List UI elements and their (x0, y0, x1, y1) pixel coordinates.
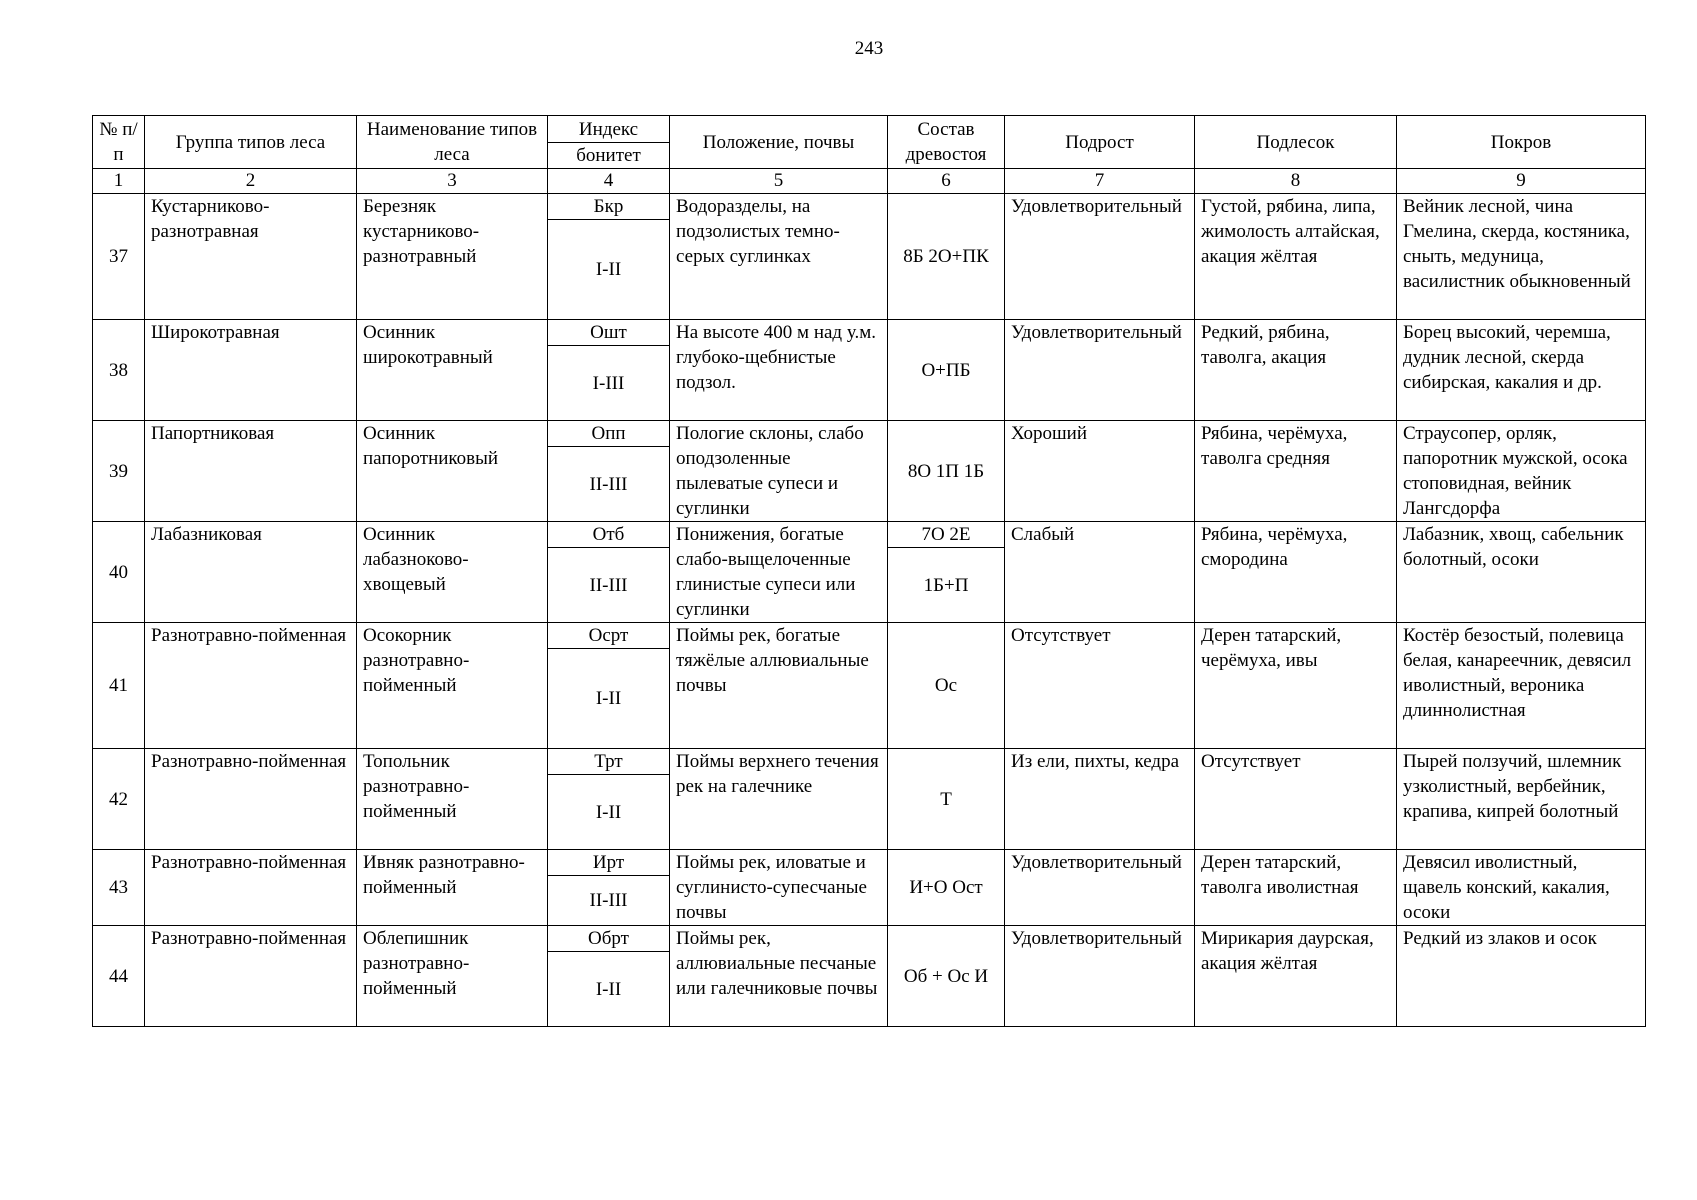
forest-type-name: Топольник разнотравно-пойменный (357, 749, 548, 850)
ground-cover: Лабазник, хвощ, сабельник болотный, осоки (1397, 522, 1646, 623)
bonitet: I-II (548, 952, 670, 1027)
table-row (93, 320, 1646, 346)
table-row (93, 850, 1646, 876)
forest-group: Разнотравно-пойменная (145, 850, 357, 926)
header-undergrowth: Подрост (1005, 116, 1195, 169)
row-number: 37 (93, 194, 145, 320)
row-number: 38 (93, 320, 145, 421)
forest-index: Бкр (548, 194, 670, 220)
undergrowth: Удовлетворительный (1005, 194, 1195, 320)
forest-index: Ирт (548, 850, 670, 876)
underbrush: Рябина, черёмуха, смородина (1195, 522, 1397, 623)
bonitet: I-II (548, 775, 670, 850)
table-row (93, 623, 1646, 649)
undergrowth: Удовлетворительный (1005, 850, 1195, 926)
stand-composition: И+О Ост (888, 850, 1005, 926)
row-number: 41 (93, 623, 145, 749)
column-number: 6 (888, 169, 1005, 194)
undergrowth: Отсутствует (1005, 623, 1195, 749)
ground-cover: Вейник лесной, чина Гмелина, скерда, костяника, сныть, медуница, василистник обыкновенный (1397, 194, 1646, 320)
row-number: 43 (93, 850, 145, 926)
table-row (93, 421, 1646, 447)
table-row (93, 749, 1646, 775)
underbrush: Дерен татарский, таволга иволистная (1195, 850, 1397, 926)
header-row-top (93, 116, 1646, 143)
forest-group: Разнотравно-пойменная (145, 749, 357, 850)
header-no: № п/п (93, 116, 145, 169)
row-number: 40 (93, 522, 145, 623)
forest-index: Обрт (548, 926, 670, 952)
underbrush: Отсутствует (1195, 749, 1397, 850)
position-soil: На высоте 400 м над у.м. глубоко-щебнистые подзол. (670, 320, 888, 421)
ground-cover: Борец высокий, черемша, дудник лесной, скерда сибирская, какалия и др. (1397, 320, 1646, 421)
bonitet: II-III (548, 548, 670, 623)
row-number: 39 (93, 421, 145, 522)
header-type-name: Наименование типов леса (357, 116, 548, 169)
table-row (93, 926, 1646, 952)
underbrush: Редкий, рябина, таволга, акация (1195, 320, 1397, 421)
row-number: 42 (93, 749, 145, 850)
column-number: 2 (145, 169, 357, 194)
header-index: Индекс (548, 116, 670, 143)
underbrush: Мирикария даурская, акация жёлтая (1195, 926, 1397, 1027)
column-number: 1 (93, 169, 145, 194)
forest-type-name: Осинник папоротниковый (357, 421, 548, 522)
column-number: 8 (1195, 169, 1397, 194)
bonitet: I-II (548, 649, 670, 749)
column-number: 4 (548, 169, 670, 194)
forest-type-name: Березняк кустарниково-разнотравный (357, 194, 548, 320)
ground-cover: Редкий из злаков и осок (1397, 926, 1646, 1027)
page-number: 243 (854, 38, 884, 59)
bonitet: I-II (548, 220, 670, 320)
forest-types-table (92, 115, 1646, 1027)
forest-type-name: Осинник широкотравный (357, 320, 548, 421)
row-number: 44 (93, 926, 145, 1027)
bonitet: II-III (548, 447, 670, 522)
ground-cover: Страусопер, орляк, папоротник мужской, осока стоповидная, вейник Лангсдорфа (1397, 421, 1646, 522)
header-position: Положение, почвы (670, 116, 888, 169)
header-composition: Состав древостоя (888, 116, 1005, 169)
position-soil: Поймы рек, богатые тяжёлые аллювиальные почвы (670, 623, 888, 749)
stand-composition: 8Б 2О+ПК (888, 194, 1005, 320)
undergrowth: Из ели, пихты, кедра (1005, 749, 1195, 850)
position-soil: Водоразделы, на подзолистых темно-серых суглинках (670, 194, 888, 320)
stand-composition: Т (888, 749, 1005, 850)
stand-composition-top: 7О 2Е (888, 522, 1005, 548)
stand-composition: Ос (888, 623, 1005, 749)
forest-index: Отб (548, 522, 670, 548)
column-number: 7 (1005, 169, 1195, 194)
forest-index: Трт (548, 749, 670, 775)
ground-cover: Пырей ползучий, шлемник узколистный, вербейник, крапива, кипрей болотный (1397, 749, 1646, 850)
forest-group: Разнотравно-пойменная (145, 623, 357, 749)
header-bonitet: бонитет (548, 143, 670, 169)
underbrush: Рябина, черёмуха, таволга средняя (1195, 421, 1397, 522)
header-cover: Покров (1397, 116, 1646, 169)
forest-index: Опп (548, 421, 670, 447)
ground-cover: Костёр безостый, полевица белая, канареечник, девясил иволистный, вероника длиннолистная (1397, 623, 1646, 749)
undergrowth: Хороший (1005, 421, 1195, 522)
column-number-row (93, 169, 1646, 194)
underbrush: Дерен татарский, черёмуха, ивы (1195, 623, 1397, 749)
position-soil: Поймы верхнего течения рек на галечнике (670, 749, 888, 850)
stand-composition: Об + Ос И (888, 926, 1005, 1027)
header-underbrush: Подлесок (1195, 116, 1397, 169)
position-soil: Понижения, богатые слабо-выщелоченные глинистые супеси или суглинки (670, 522, 888, 623)
position-soil: Пологие склоны, слабо оподзоленные пылеватые супеси и суглинки (670, 421, 888, 522)
forest-type-name: Облепишник разнотравно-пойменный (357, 926, 548, 1027)
forest-index: Ошт (548, 320, 670, 346)
forest-group: Широкотравная (145, 320, 357, 421)
position-soil: Поймы рек, иловатые и суглинисто-супесчаные почвы (670, 850, 888, 926)
undergrowth: Удовлетворительный (1005, 320, 1195, 421)
stand-composition-bottom: 1Б+П (888, 548, 1005, 623)
undergrowth: Слабый (1005, 522, 1195, 623)
forest-group: Лабазниковая (145, 522, 357, 623)
ground-cover: Девясил иволистный, щавель конский, какалия, осоки (1397, 850, 1646, 926)
stand-composition: О+ПБ (888, 320, 1005, 421)
forest-group: Папортниковая (145, 421, 357, 522)
bonitet: I-III (548, 346, 670, 421)
header-group: Группа типов леса (145, 116, 357, 169)
column-number: 3 (357, 169, 548, 194)
forest-type-name: Ивняк разнотравно-пойменный (357, 850, 548, 926)
undergrowth: Удовлетворительный (1005, 926, 1195, 1027)
bonitet: II-III (548, 876, 670, 926)
table-row (93, 522, 1646, 548)
position-soil: Поймы рек, аллювиальные песчаные или галечниковые почвы (670, 926, 888, 1027)
forest-type-name: Осинник лабазноково-хвощевый (357, 522, 548, 623)
forest-group: Кустарниково-разнотравная (145, 194, 357, 320)
forest-index: Осрт (548, 623, 670, 649)
forest-type-name: Осокорник разнотравно-пойменный (357, 623, 548, 749)
column-number: 9 (1397, 169, 1646, 194)
forest-group: Разнотравно-пойменная (145, 926, 357, 1027)
table-row (93, 194, 1646, 220)
underbrush: Густой, рябина, липа, жимолость алтайская, акация жёлтая (1195, 194, 1397, 320)
stand-composition: 8О 1П 1Б (888, 421, 1005, 522)
column-number: 5 (670, 169, 888, 194)
